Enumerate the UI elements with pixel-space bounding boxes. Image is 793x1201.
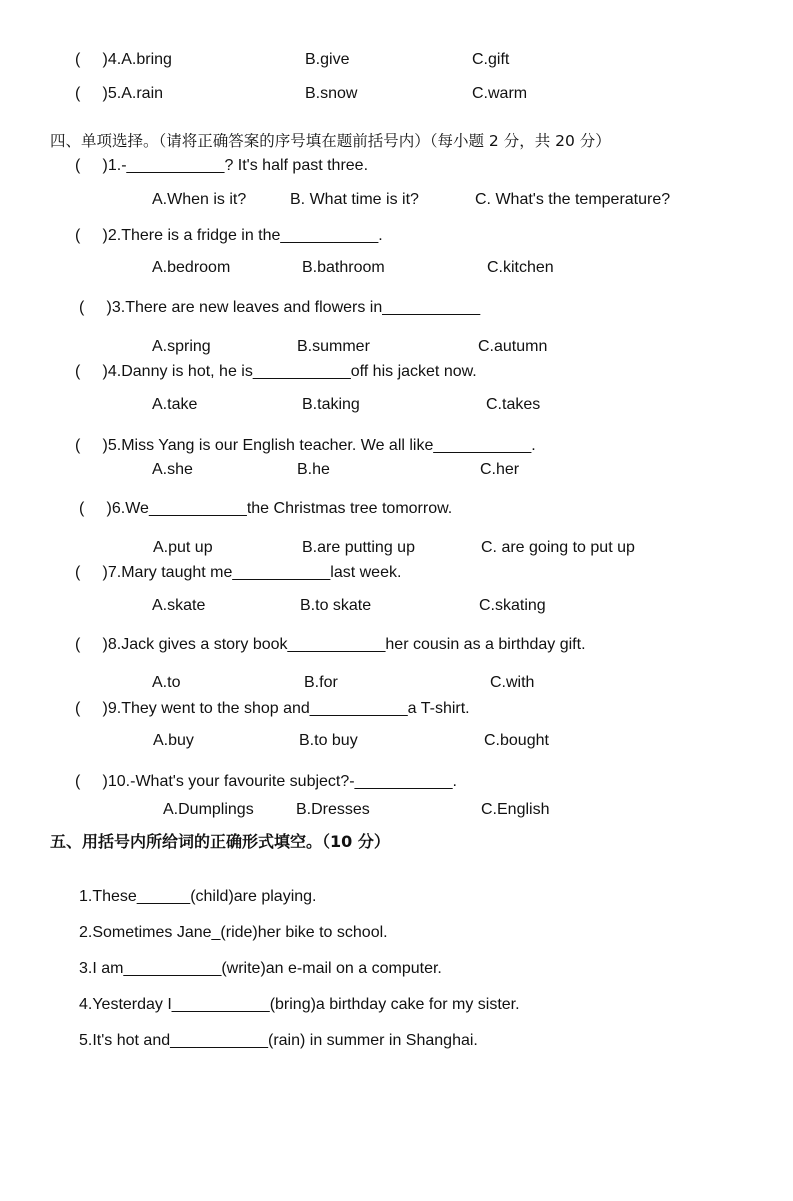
s5-item-4: 4.Yesterday I___________(bring)a birthday cake for my sister. <box>79 996 520 1013</box>
s4-q2-option-a: A.bedroom <box>152 259 231 276</box>
s4-q8-option-a: A.to <box>152 674 181 691</box>
top-q4-stem: ( )4.A.bring <box>75 51 172 68</box>
s4-q10-option-b: B.Dresses <box>296 801 370 818</box>
s4-q9-option-b: B.to buy <box>299 732 358 749</box>
s4-q4-option-c: C.takes <box>486 396 541 413</box>
s4-q4-option-b: B.taking <box>302 396 360 413</box>
s4-q7-stem: ( )7.Mary taught me___________last week. <box>75 564 402 581</box>
top-q5-option-b: B.snow <box>305 85 358 102</box>
s4-q1-stem: ( )1.-___________? It's half past three. <box>75 157 369 174</box>
s4-q1-option-a: A.When is it? <box>152 191 247 208</box>
section4-heading: 四、单项选择。（请将正确答案的序号填在题前括号内）（每小题 2 分，共 20 分） <box>50 132 611 150</box>
s4-q9-option-a: A.buy <box>153 732 194 749</box>
s4-q6-option-c: C. are going to put up <box>481 539 635 556</box>
s4-q5-option-a: A.she <box>152 461 193 478</box>
s4-q10-stem: ( )10.-What's your favourite subject?-___________. <box>75 773 457 790</box>
s5-item-1: 1.These______(child)are playing. <box>79 888 317 905</box>
s5-item-5: 5.It's hot and___________(rain) in summer in Shanghai. <box>79 1032 478 1049</box>
s4-q2-stem: ( )2.There is a fridge in the___________. <box>75 227 383 244</box>
s4-q1-option-b: B. What time is it? <box>290 191 419 208</box>
top-q4-option-b: B.give <box>305 51 350 68</box>
s4-q3-option-b: B.summer <box>297 338 370 355</box>
top-q5-stem: ( )5.A.rain <box>75 85 164 102</box>
s4-q6-stem: ( )6.We___________the Christmas tree tomorrow. <box>79 500 453 517</box>
s4-q4-stem: ( )4.Danny is hot, he is___________off his jacket now. <box>75 363 477 380</box>
s4-q3-stem: ( )3.There are new leaves and flowers in___________ <box>79 299 481 316</box>
s4-q5-option-b: B.he <box>297 461 330 478</box>
s4-q5-stem: ( )5.Miss Yang is our English teacher. We all like___________. <box>75 437 536 454</box>
s4-q10-option-a: A.Dumplings <box>163 801 254 818</box>
top-q4-option-c: C.gift <box>472 51 510 68</box>
s4-q9-option-c: C.bought <box>484 732 549 749</box>
s4-q3-option-a: A.spring <box>152 338 211 355</box>
s5-item-2: 2.Sometimes Jane_(ride)her bike to school. <box>79 924 388 941</box>
s4-q7-option-a: A.skate <box>152 597 206 614</box>
s4-q6-option-a: A.put up <box>153 539 213 556</box>
s4-q2-option-b: B.bathroom <box>302 259 385 276</box>
s4-q9-stem: ( )9.They went to the shop and___________a T-shirt. <box>75 700 470 717</box>
s4-q8-option-b: B.for <box>304 674 338 691</box>
s4-q5-option-c: C.her <box>480 461 520 478</box>
s4-q2-option-c: C.kitchen <box>487 259 554 276</box>
s4-q8-stem: ( )8.Jack gives a story book___________her cousin as a birthday gift. <box>75 636 586 653</box>
s4-q3-option-c: C.autumn <box>478 338 548 355</box>
section5-heading: 五、用括号内所给词的正确形式填空。（10 分） <box>50 832 390 851</box>
s4-q8-option-c: C.with <box>490 674 535 691</box>
s4-q7-option-c: C.skating <box>479 597 546 614</box>
top-q5-option-c: C.warm <box>472 85 528 102</box>
s5-item-3: 3.I am___________(write)an e-mail on a computer. <box>79 960 442 977</box>
s4-q4-option-a: A.take <box>152 396 198 413</box>
s4-q1-option-c: C. What's the temperature? <box>475 191 671 208</box>
s4-q7-option-b: B.to skate <box>300 597 372 614</box>
s4-q6-option-b: B.are putting up <box>302 539 415 556</box>
s4-q10-option-c: C.English <box>481 801 550 818</box>
